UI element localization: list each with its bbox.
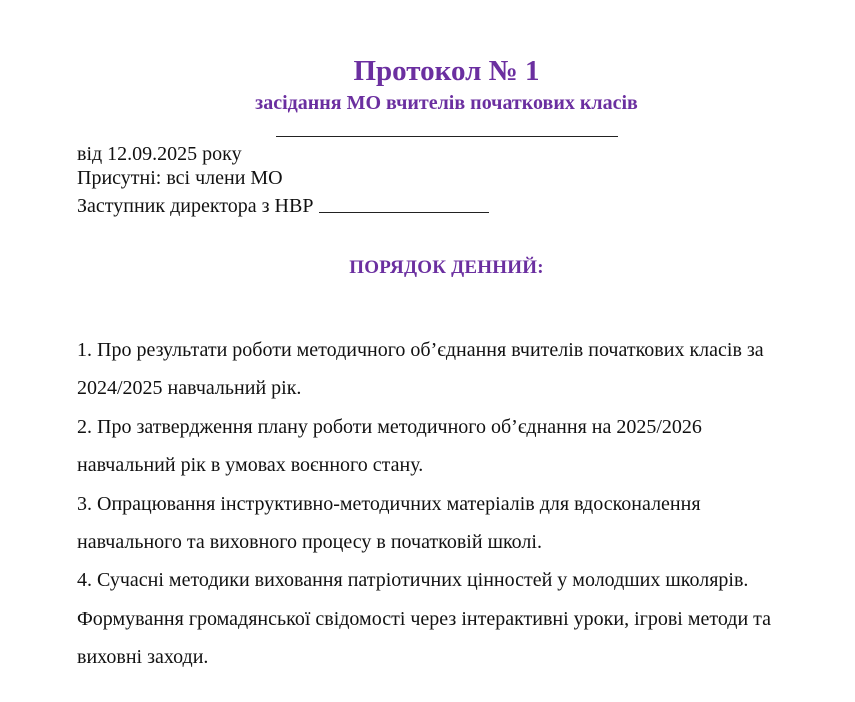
meeting-date: від 12.09.2025 року: [77, 143, 242, 165]
agenda-item: 3. Опрацювання інструктивно-методичних матеріалів для вдосконалення навчального та виховного процесу в початковій школі.: [77, 492, 701, 554]
attendees-line: Присутні: всі члени МО: [77, 167, 283, 189]
agenda-item: 2. Про затвердження плану роботи методичного об’єднання на 2025/2026 навчальний рік в умовах воєнного стану.: [77, 415, 702, 477]
agenda-heading: ПОРЯДОК ДЕННИЙ:: [349, 257, 544, 278]
agenda-item: 1. Про результати роботи методичного об’єднання вчителів початкових класів за 2024/2025 навчальний рік.: [77, 339, 764, 400]
deputy-director-label: Заступник директора з НВР: [77, 195, 314, 217]
signature-blank: [319, 212, 489, 213]
agenda-list: [77, 331, 797, 677]
protocol-title: Протокол № 1: [353, 55, 540, 87]
deputy-director-line: [77, 194, 489, 218]
protocol-subtitle: засідання МО вчителів початкових класів: [255, 92, 638, 114]
agenda-item: 4. Сучасні методики виховання патріотичних цінностей у молодших школярів. Формування громадянської свідомості через інтерактивні уроки, ігрові методи та виховні заходи.: [77, 569, 772, 669]
title-underline: [276, 136, 618, 137]
